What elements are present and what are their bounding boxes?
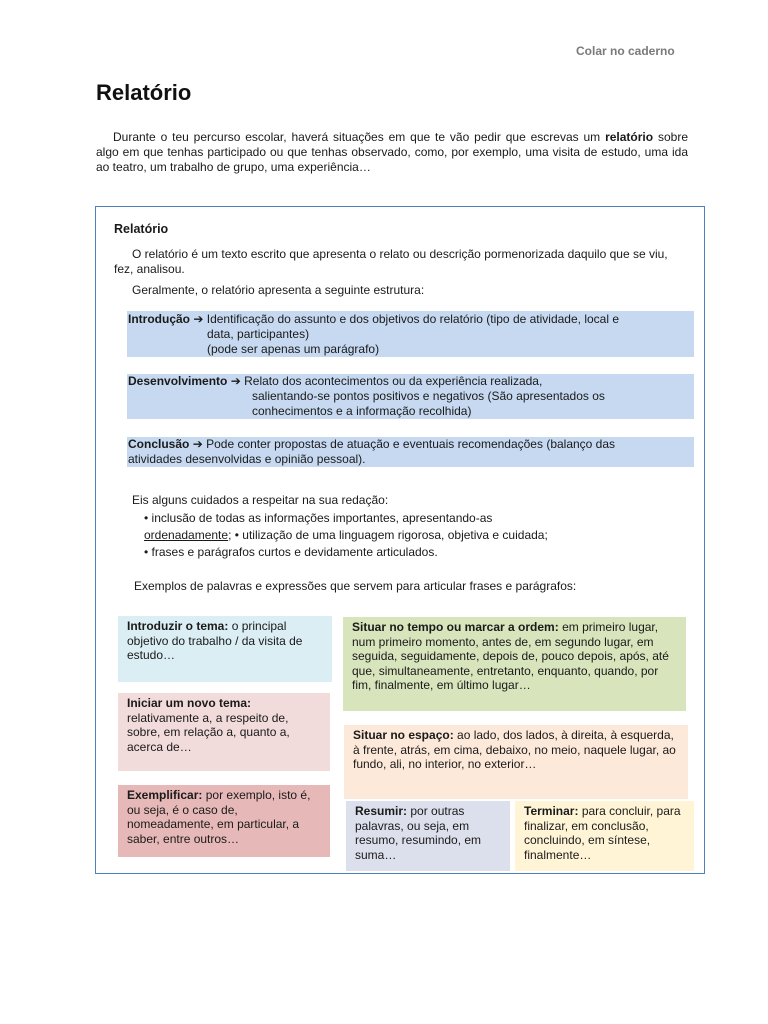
- care-item: [144, 528, 548, 543]
- card-novo-tema: [118, 693, 330, 771]
- definition-text: [114, 247, 674, 277]
- card-text: ao lado, dos lados, à direita, à esquerda, à frente, atrás, em cima, debaixo, no meio, naquele lugar, ao fundo, ali, no interior, no exterior…: [353, 728, 676, 772]
- structure-text: data, participantes): [207, 327, 310, 341]
- relatorio-info-box: [95, 206, 705, 874]
- card-resumir: [346, 801, 510, 871]
- card-text: por outras palavras, ou seja, em resumo, resumindo, em suma…: [355, 804, 482, 862]
- arrow-icon: ➔: [192, 437, 203, 451]
- structure-intro: Geralmente, o relatório apresenta a seguinte estrutura:: [132, 283, 425, 297]
- structure-text: atividades desenvolvidas e opinião pessoal).: [128, 452, 366, 466]
- care-item: • inclusão de todas as informações importantes, apresentando-as: [144, 511, 493, 525]
- structure-text: conhecimentos e a informação recolhida): [252, 404, 472, 418]
- page-title: Relatório: [96, 80, 192, 105]
- card-text: por exemplo, isto é, ou seja, é o caso de, nomeadamente, em particular, a saber, entre outros…: [127, 788, 311, 846]
- card-terminar: [515, 801, 694, 871]
- care-item: • frases e parágrafos curtos e devidamente articulados.: [144, 545, 438, 559]
- card-label: Terminar:: [524, 804, 579, 818]
- definition-content: O relatório é um texto escrito que apresenta o relato ou descrição pormenorizada daquilo que se viu, fez, analisou.: [114, 247, 668, 276]
- structure-label: Introdução: [128, 312, 190, 326]
- card-text: relativamente a, a respeito de, sobre, em relação a, quanto a, acerca de…: [127, 710, 290, 754]
- box-title: Relatório: [114, 222, 169, 236]
- structure-introducao: [127, 311, 694, 357]
- structure-text: Relato dos acontecimentos ou da experiência realizada,: [244, 374, 543, 388]
- structure-text: (pode ser apenas um parágrafo): [207, 342, 380, 356]
- arrow-icon: ➔: [230, 374, 241, 388]
- structure-text: Pode conter propostas de atuação e eventuais recomendações (balanço das: [206, 437, 616, 451]
- card-situar-tempo: [343, 617, 686, 711]
- intro-bold-term: relatório: [605, 130, 654, 144]
- structure-line: [128, 374, 542, 389]
- card-label: Iniciar um novo tema:: [127, 696, 252, 710]
- structure-text: salientando-se pontos positivos e negativos (São apresentados os: [252, 389, 605, 403]
- card-situar-espaco: [344, 725, 688, 799]
- structure-conclusao: [127, 437, 694, 467]
- structure-label: Conclusão: [128, 437, 190, 451]
- card-text: para concluir, para finalizar, em conclusão, concluindo, em síntese, finalmente…: [524, 804, 681, 862]
- header-note: Colar no caderno: [576, 44, 675, 58]
- card-introduzir-tema: [118, 616, 332, 682]
- card-label: Situar no tempo ou marcar a ordem:: [352, 620, 559, 634]
- structure-line: [128, 312, 619, 327]
- cares-intro: Eis alguns cuidados a respeitar na sua redação:: [132, 493, 389, 507]
- card-text: em primeiro lugar, num primeiro momento, antes de, em segundo lugar, em seguida, seguidamente, depois de, pouco depois, após, até que, simultaneamente, entretanto, enquanto, quando, por fim, finalmente, em último lugar…: [352, 620, 669, 693]
- structure-text: Identificação do assunto e dos objetivos do relatório (tipo de atividade, local e: [206, 312, 620, 326]
- intro-paragraph: [96, 130, 688, 175]
- intro-text-before: Durante o teu percurso escolar, haverá situações em que te vão pedir que escrevas um: [113, 130, 601, 144]
- intro-text-after: sobre algo em que tenhas participado ou que tenhas observado, como, por exemplo, uma visita de estudo, uma ida ao teatro, um trabalho de grupo, uma experiência…: [96, 130, 689, 174]
- card-label: Resumir:: [355, 804, 408, 818]
- care-text: ; • utilização de uma linguagem rigorosa, objetiva e cuidada;: [228, 528, 548, 542]
- structure-label: Desenvolvimento: [128, 374, 228, 388]
- card-label: Situar no espaço:: [353, 728, 454, 742]
- structure-line: [128, 437, 615, 452]
- card-label: Introduzir o tema:: [127, 619, 229, 633]
- card-exemplificar: [118, 785, 330, 857]
- structure-desenvolvimento: [127, 374, 694, 419]
- underlined-word: ordenadamente: [144, 528, 229, 542]
- card-text: o principal objetivo do trabalho / da visita de estudo…: [127, 619, 303, 663]
- card-label: Exemplificar:: [127, 788, 203, 802]
- arrow-icon: ➔: [193, 312, 204, 326]
- examples-intro: Exemplos de palavras e expressões que servem para articular frases e parágrafos:: [134, 579, 577, 593]
